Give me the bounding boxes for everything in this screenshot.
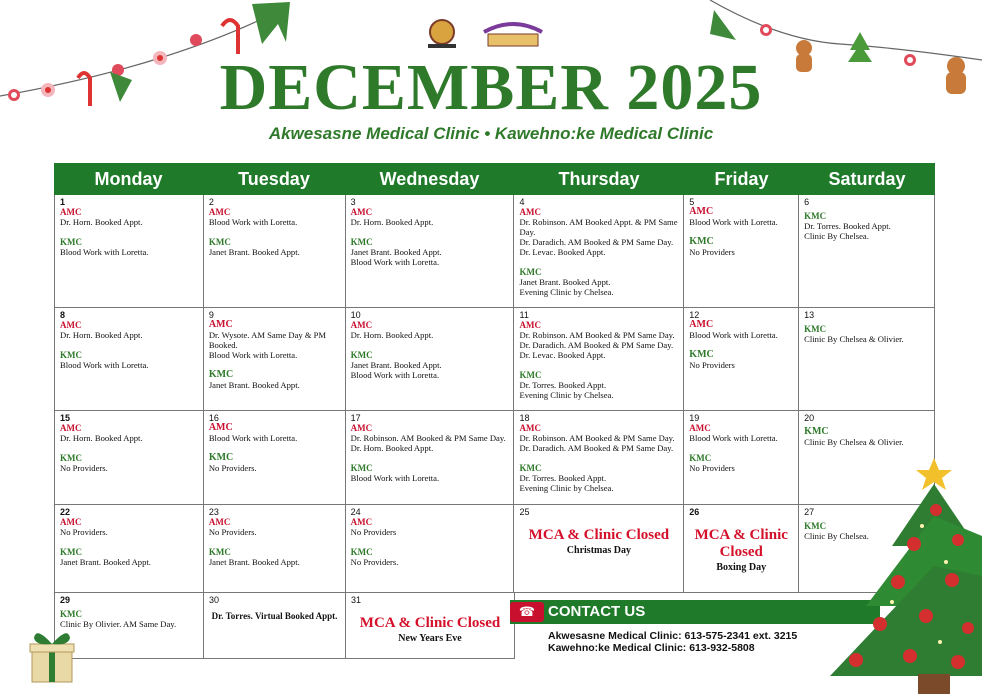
kmc-schedule-line: No Providers. — [60, 463, 108, 473]
kmc-schedule-line: Dr. Torres. Booked Appt. — [804, 221, 891, 231]
day-cell — [346, 411, 515, 505]
day-cell — [204, 411, 346, 505]
amc-label: AMC — [350, 207, 373, 217]
amc-label: AMC — [350, 517, 373, 527]
amc-label: AMC — [350, 423, 373, 433]
amc-schedule-line: No Providers — [350, 527, 397, 537]
kmc-schedule-line: Dr. Torres. Booked Appt. — [519, 380, 607, 390]
kmc-label: KMC — [519, 267, 542, 277]
amc-schedule-line: Dr. Levac. Booked Appt. — [519, 247, 606, 257]
day-number: 4 — [519, 197, 525, 207]
amc-schedule-line: Blood Work with Loretta. — [689, 433, 778, 443]
kmc-schedule-line: Janet Brant. Booked Appt. — [350, 247, 442, 257]
day-cell — [684, 505, 799, 593]
kmc-schedule-line: No Providers — [689, 463, 735, 473]
day-cell — [55, 195, 204, 308]
kmc-schedule-line: Janet Brant. Booked Appt. — [208, 247, 300, 257]
day-number: 3 — [350, 197, 356, 207]
day-number: 23 — [208, 507, 219, 517]
amc-schedule-line: Blood Work with Loretta. — [689, 330, 778, 340]
kmc-label: KMC — [804, 521, 827, 531]
logos — [418, 14, 548, 54]
kmc-schedule-line: No Providers — [689, 247, 735, 257]
phone-icon: ☎ — [510, 602, 544, 622]
amc-label: AMC — [689, 423, 711, 433]
week-row — [54, 308, 935, 411]
kmc-label: KMC — [804, 324, 827, 334]
closure-notice: MCA & Clinic Closed — [528, 527, 670, 543]
contact-title: CONTACT US — [548, 603, 646, 620]
kmc-label: KMC — [689, 236, 714, 247]
day-number: 13 — [804, 310, 815, 320]
gift-box-icon — [26, 628, 78, 684]
kmc-schedule-line: No Providers. — [350, 557, 399, 567]
day-number: 30 — [209, 595, 220, 605]
kmc-label: KMC — [350, 350, 373, 360]
day-cell — [55, 505, 204, 593]
kmc-schedule-line: Janet Brant. Booked Appt. — [208, 380, 300, 390]
amc-label: AMC — [689, 206, 714, 217]
day-number: 2 — [208, 197, 214, 207]
kmc-label: KMC — [60, 547, 82, 557]
amc-schedule-line: Dr. Horn. Booked Appt. — [350, 443, 434, 453]
day-cell — [799, 308, 935, 411]
day-cell — [684, 308, 799, 411]
day-number: 9 — [208, 310, 214, 320]
holiday-name: New Years Eve — [398, 633, 462, 644]
day-number: 25 — [519, 507, 530, 517]
amc-label: AMC — [208, 207, 231, 217]
amc-label: AMC — [350, 320, 373, 330]
amc-schedule-line: No Providers. — [60, 527, 108, 537]
amc-label: AMC — [60, 423, 82, 433]
day-number: 20 — [804, 413, 815, 423]
day-number: 31 — [351, 595, 362, 605]
day-cell — [514, 411, 684, 505]
day-cell — [204, 308, 346, 411]
kmc-schedule-line: Clinic By Olivier. AM Same Day. — [60, 619, 177, 629]
day-number: 18 — [519, 413, 530, 423]
weekday-thursday: Thursday — [558, 168, 640, 189]
amc-label: AMC — [519, 320, 541, 330]
holiday-name: Christmas Day — [566, 545, 631, 556]
day-number: 12 — [689, 310, 700, 320]
kmc-label: KMC — [208, 452, 234, 463]
kmc-label: KMC — [804, 426, 829, 437]
kmc-schedule-line: Blood Work with Loretta. — [60, 247, 149, 257]
kmc-label: KMC — [519, 463, 542, 473]
day-number: 15 — [60, 413, 71, 423]
weekday-saturday: Saturday — [828, 168, 906, 189]
kmc-label: KMC — [60, 237, 82, 247]
day-cell — [204, 505, 346, 593]
day-number: 10 — [350, 310, 361, 320]
amc-schedule-line: Blood Work with Loretta. — [208, 433, 298, 443]
kmc-schedule-line: No Providers. — [208, 463, 257, 473]
amc-schedule-line: Dr. Levac. Booked Appt. — [519, 350, 606, 360]
contact-akwesasne: Akwesasne Medical Clinic: 613-575-2341 ext. 3215 — [548, 630, 798, 642]
kmc-schedule-line: Evening Clinic by Chelsea. — [519, 390, 614, 400]
day-cell — [514, 195, 684, 308]
day-cell — [346, 308, 515, 411]
amc-label: AMC — [208, 517, 231, 527]
health-department-logo — [418, 14, 466, 52]
day-number: 8 — [60, 310, 66, 320]
kmc-schedule-line: Blood Work with Loretta. — [350, 473, 440, 483]
amc-schedule-line: Blood Work with Loretta. — [208, 350, 298, 360]
day-number: 22 — [60, 507, 71, 517]
amc-schedule-line: Blood Work with Loretta. — [689, 217, 778, 227]
amc-schedule-line: Dr. Robinson. AM Booked & PM Same Day. — [350, 433, 506, 443]
amc-schedule-line: Dr. Horn. Booked Appt. — [60, 217, 143, 227]
kmc-label: KMC — [689, 349, 714, 360]
amc-label: AMC — [519, 423, 541, 433]
kmc-label: KMC — [208, 237, 231, 247]
day-number: 26 — [689, 507, 700, 517]
day-number: 27 — [804, 507, 815, 517]
kmc-schedule-line: Janet Brant. Booked Appt. — [350, 360, 442, 370]
day-number: 6 — [804, 197, 810, 207]
christmas-tree-icon — [822, 456, 982, 694]
amc-label: AMC — [60, 517, 82, 527]
amc-label: AMC — [60, 207, 82, 217]
day-cell — [346, 505, 515, 593]
page-subtitle: Akwesasne Medical Clinic • Kawehno:ke Medical Clinic — [268, 124, 714, 143]
amc-schedule-line: Dr. Horn. Booked Appt. — [60, 433, 143, 443]
day-cell — [346, 593, 515, 659]
kmc-label: KMC — [208, 547, 231, 557]
weekday-header-row — [54, 163, 935, 195]
amc-label: AMC — [208, 422, 233, 433]
amc-label: AMC — [519, 207, 541, 217]
amc-schedule-line: Blood Work with Loretta. — [208, 217, 298, 227]
day-number: 11 — [519, 310, 529, 320]
kmc-schedule-line: Janet Brant. Booked Appt. — [60, 557, 151, 567]
mohawk-council-logo — [480, 18, 546, 50]
amc-schedule-line: Dr. Robinson. AM Booked & PM Same Day. — [519, 433, 675, 443]
kmc-schedule-line: Blood Work with Loretta. — [60, 360, 149, 370]
day-cell — [799, 195, 935, 308]
day-number: 17 — [350, 413, 361, 423]
amc-schedule-line: Dr. Horn. Booked Appt. — [350, 330, 434, 340]
kmc-schedule-line: Evening Clinic by Chelsea. — [519, 287, 614, 297]
weekday-wednesday: Wednesday — [379, 168, 480, 189]
day-cell — [514, 505, 684, 593]
day-number: 29 — [60, 595, 71, 605]
virtual-appointment: Dr. Torres. Virtual Booked Appt. — [211, 611, 338, 621]
amc-schedule-line: Dr. Robinson. AM Booked & PM Same Day. — [519, 330, 675, 340]
weekday-monday: Monday — [94, 168, 163, 189]
week-row — [54, 411, 935, 505]
day-cell — [684, 195, 799, 308]
day-number: 24 — [350, 507, 361, 517]
kmc-label: KMC — [60, 350, 82, 360]
day-cell — [204, 593, 346, 659]
kmc-schedule-line: Janet Brant. Booked Appt. — [208, 557, 300, 567]
day-cell — [684, 411, 799, 505]
weekday-friday: Friday — [714, 168, 769, 189]
kmc-schedule-line: Blood Work with Loretta. — [350, 257, 440, 267]
amc-label: AMC — [208, 319, 233, 330]
contact-kawehnoke: Kawehno:ke Medical Clinic: 613-932-5808 — [548, 642, 755, 654]
kmc-label: KMC — [350, 547, 373, 557]
day-cell — [55, 411, 204, 505]
day-cell — [514, 308, 684, 411]
amc-schedule-line: Dr. Horn. Booked Appt. — [60, 330, 143, 340]
weekday-tuesday: Tuesday — [238, 168, 310, 189]
kmc-schedule-line: Dr. Torres. Booked Appt. — [519, 473, 607, 483]
page-title: DECEMBER 2025 — [219, 51, 763, 124]
week-row — [54, 505, 935, 593]
kmc-label: KMC — [804, 211, 827, 221]
amc-schedule-line: No Providers. — [208, 527, 257, 537]
kmc-schedule-line: Blood Work with Loretta. — [350, 370, 440, 380]
kmc-schedule-line: Clinic By Chelsea & Olivier. — [804, 437, 904, 447]
day-cell — [346, 195, 515, 308]
day-cell — [55, 308, 204, 411]
kmc-schedule-line: Clinic By Chelsea & Olivier. — [804, 334, 904, 344]
day-cell — [204, 195, 346, 308]
holiday-name: Boxing Day — [716, 562, 767, 573]
kmc-schedule-line: Clinic By Chelsea. — [804, 531, 869, 541]
kmc-label: KMC — [60, 453, 82, 463]
amc-schedule-line: Dr. Daradich. AM Booked & PM Same Day. — [519, 443, 674, 453]
amc-schedule-line: Dr. Daradich. AM Booked & PM Same Day. — [519, 237, 674, 247]
day-number: 1 — [60, 197, 66, 207]
amc-schedule-line: Dr. Robinson. AM Booked Appt. & PM Same Day. — [519, 217, 678, 237]
calendar-grid — [54, 163, 935, 659]
amc-schedule-line: Dr. Daradich. AM Booked & PM Same Day. — [519, 340, 674, 350]
amc-schedule-line: Dr. Wysote. AM Same Day & PM Booked. — [208, 330, 327, 350]
kmc-schedule-line: No Providers — [689, 360, 735, 370]
day-number: 5 — [689, 197, 695, 207]
amc-label: AMC — [689, 319, 714, 330]
kmc-label: KMC — [689, 453, 712, 463]
kmc-schedule-line: Janet Brant. Booked Appt. — [519, 277, 611, 287]
kmc-schedule-line: Clinic By Chelsea. — [804, 231, 869, 241]
kmc-label: KMC — [208, 369, 234, 380]
week-row — [54, 195, 935, 308]
kmc-label: KMC — [519, 370, 542, 380]
kmc-label: KMC — [350, 237, 373, 247]
kmc-label: KMC — [350, 463, 373, 473]
kmc-label: KMC — [60, 609, 82, 619]
kmc-schedule-line: Evening Clinic by Chelsea. — [519, 483, 614, 493]
closure-notice: MCA & Clinic Closed — [694, 527, 788, 560]
day-number: 19 — [689, 413, 700, 423]
amc-schedule-line: Dr. Horn. Booked Appt. — [350, 217, 434, 227]
amc-label: AMC — [60, 320, 82, 330]
day-number: 16 — [208, 413, 219, 423]
closure-notice: MCA & Clinic Closed — [359, 615, 501, 631]
